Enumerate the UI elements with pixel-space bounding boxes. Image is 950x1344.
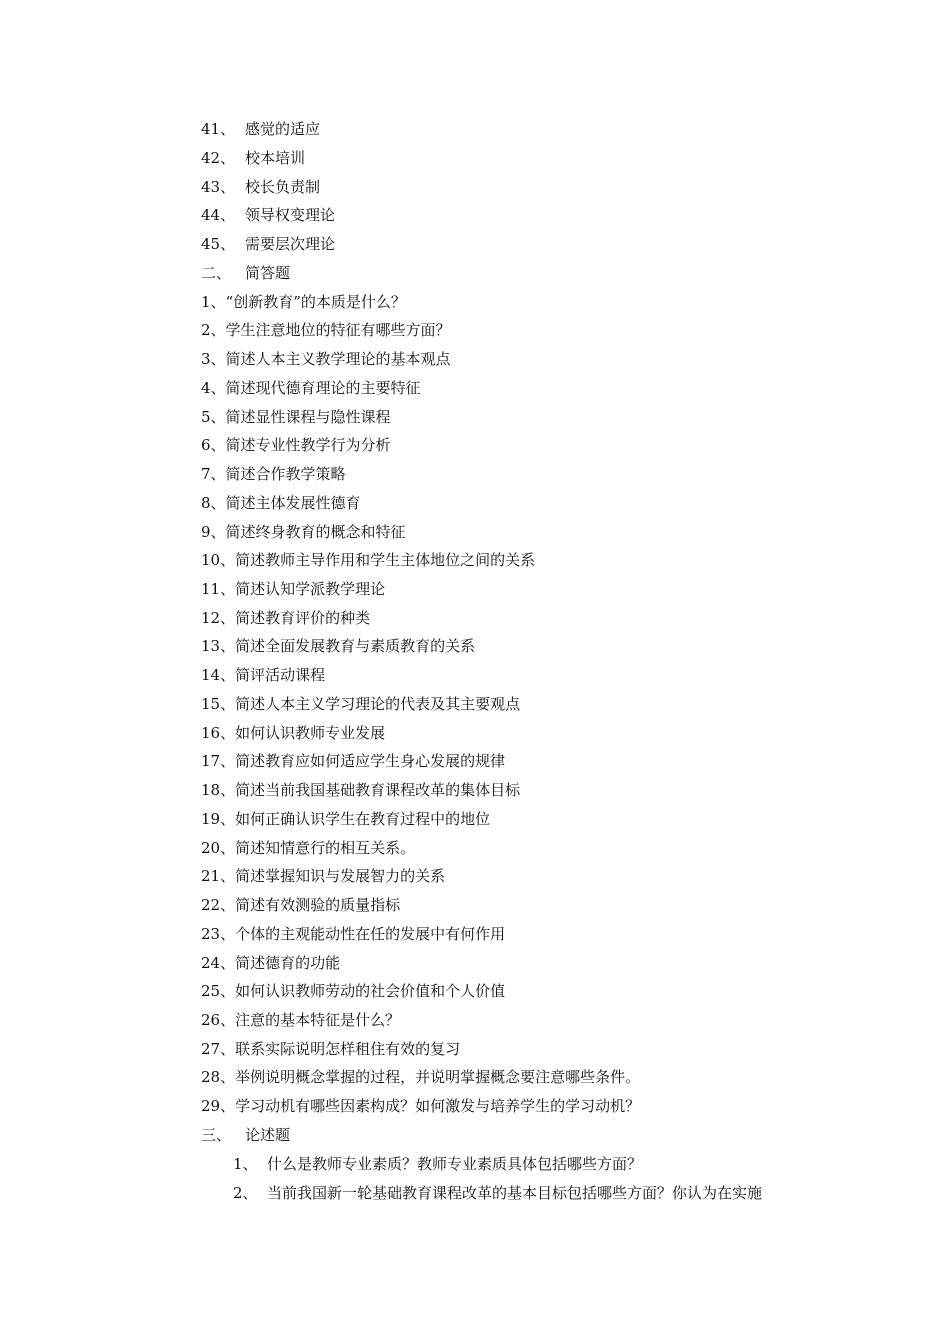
list-item: 22、简述有效测验的质量指标	[201, 896, 401, 914]
list-item: 9、简述终身教育的概念和特征	[201, 523, 406, 541]
list-item: 29、学习动机有哪些因素构成？如何激发与培养学生的学习动机？	[201, 1097, 641, 1115]
essay-number: 2、	[233, 1184, 258, 1202]
essay-text: 当前我国新一轮基础教育课程改革的基本目标包括哪些方面？你认为在实施	[267, 1184, 763, 1202]
section-title: 简答题	[245, 264, 291, 282]
list-item: 11、简述认知学派教学理论	[201, 580, 386, 598]
term-text: 校长负责制	[245, 178, 321, 196]
term-number: 41、	[201, 120, 236, 138]
term-number: 45、	[201, 235, 236, 253]
section-title: 论述题	[245, 1126, 291, 1144]
list-item: 16、如何认识教师专业发展	[201, 724, 386, 742]
term-number: 42、	[201, 149, 236, 167]
list-item: 20、简述知情意行的相互关系。	[201, 839, 416, 857]
section-number: 二、	[201, 264, 232, 282]
essay-item	[233, 1183, 762, 1203]
term-text: 领导权变理论	[245, 206, 336, 224]
list-item: 26、注意的基本特征是什么？	[201, 1011, 401, 1029]
list-item: 7、简述合作教学策略	[201, 465, 346, 483]
list-item: 23、个体的主观能动性在任的发展中有何作用	[201, 925, 506, 943]
list-item: 2、学生注意地位的特征有哪些方面？	[201, 321, 451, 339]
list-item: 4、简述现代德育理论的主要特征	[201, 379, 421, 397]
list-item: 17、简述教育应如何适应学生身心发展的规律	[201, 752, 506, 770]
list-item: 25、如何认识教师劳动的社会价值和个人价值	[201, 982, 506, 1000]
list-item: 28、举例说明概念掌握的过程，并说明掌握概念要注意哪些条件。	[201, 1068, 641, 1086]
term-item	[201, 148, 305, 168]
list-item: 10、简述教师主导作用和学生主体地位之间的关系	[201, 551, 536, 569]
term-number: 43、	[201, 178, 236, 196]
list-item: 18、简述当前我国基础教育课程改革的集体目标	[201, 781, 521, 799]
section-heading-short-answer	[201, 263, 290, 283]
list-item: 6、简述专业性教学行为分析	[201, 436, 391, 454]
list-item: 8、简述主体发展性德育	[201, 494, 361, 512]
list-item: 24、简述德育的功能	[201, 954, 341, 972]
term-text: 需要层次理论	[245, 235, 336, 253]
term-item	[201, 234, 335, 254]
list-item: 27、联系实际说明怎样租住有效的复习	[201, 1040, 461, 1058]
term-text: 感觉的适应	[245, 120, 321, 138]
list-item: 5、简述显性课程与隐性课程	[201, 408, 391, 426]
list-item: 21、简述掌握知识与发展智力的关系	[201, 867, 446, 885]
list-item: 3、简述人本主义教学理论的基本观点	[201, 350, 451, 368]
list-item: 13、简述全面发展教育与素质教育的关系	[201, 637, 476, 655]
list-item: 14、简评活动课程	[201, 666, 326, 684]
essay-item	[233, 1154, 642, 1174]
term-item	[201, 119, 320, 139]
list-item: 19、如何正确认识学生在教育过程中的地位	[201, 810, 491, 828]
essay-text: 什么是教师专业素质？教师专业素质具体包括哪些方面？	[267, 1155, 643, 1173]
term-number: 44、	[201, 206, 236, 224]
term-item	[201, 205, 335, 225]
list-item: 1、“创新教育”的本质是什么？	[201, 293, 406, 311]
section-number: 三、	[201, 1126, 232, 1144]
section-heading-essay	[201, 1125, 290, 1145]
term-text: 校本培训	[245, 149, 306, 167]
list-item: 15、简述人本主义学习理论的代表及其主要观点	[201, 695, 521, 713]
essay-number: 1、	[233, 1155, 258, 1173]
term-item	[201, 177, 320, 197]
list-item: 12、简述教育评价的种类	[201, 609, 371, 627]
